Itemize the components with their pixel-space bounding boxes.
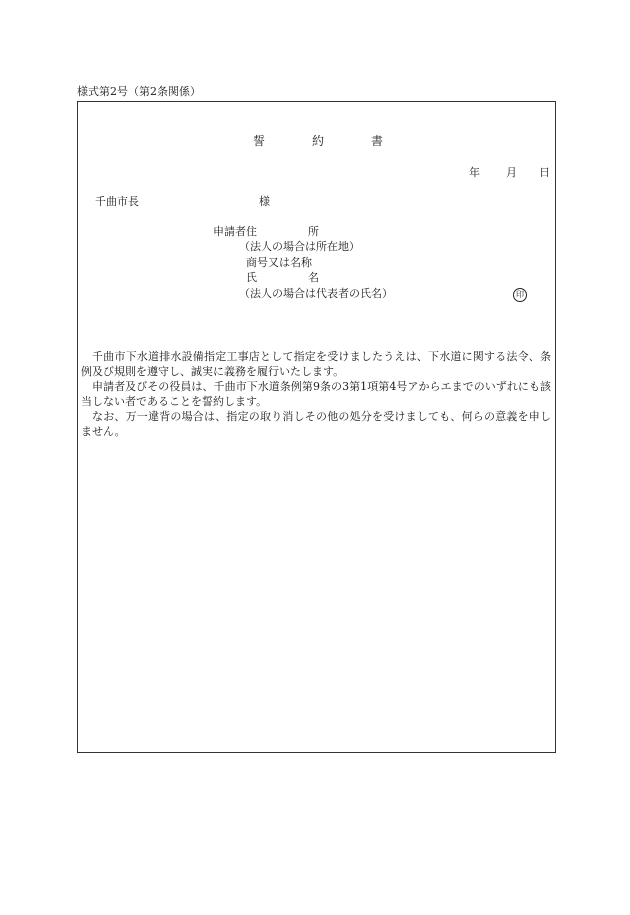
date-year-label: 年	[469, 166, 480, 179]
form-number: 様式第2号（第2条関係）	[77, 85, 201, 98]
seal-mark: 印	[513, 288, 527, 302]
pledge-paragraph: 千曲市下水道排水設備指定工事店として指定を受けましたうえは、下水道に関する法令、条例及び規則を遵守し、誠実に義務を履行いたします。	[81, 350, 551, 378]
addressee-honorific: 様	[259, 195, 270, 208]
addressee-name: 千曲市長	[95, 195, 139, 208]
name-note: （法人の場合は代表者の氏名）	[239, 287, 393, 300]
date-day-label: 日	[539, 166, 550, 179]
pledge-paragraph: なお、万一違背の場合は、指定の取り消しその他の処分を受けましても、何らの意義を申しません。	[81, 410, 551, 438]
title-char: 書	[371, 134, 384, 148]
pledge-body	[81, 349, 551, 439]
name-label-2: 名	[308, 271, 319, 284]
pledge-paragraph: 申請者及びその役員は、千曲市下水道条例第9条の3第1項第4号アからエまでのいずれにも該当しない者であることを誓約します。	[81, 380, 551, 408]
company-name-label: 商号又は名称	[246, 256, 312, 269]
address-label: 住	[246, 225, 257, 238]
address-note: （法人の場合は所在地）	[239, 240, 360, 253]
name-label-1: 氏	[246, 271, 257, 284]
document-frame	[77, 101, 556, 753]
date-month-label: 月	[506, 166, 517, 179]
title-char: 約	[312, 134, 325, 148]
address-label-2: 所	[308, 225, 319, 238]
applicant-role: 申請者	[213, 225, 246, 238]
title-char: 誓	[253, 134, 266, 148]
